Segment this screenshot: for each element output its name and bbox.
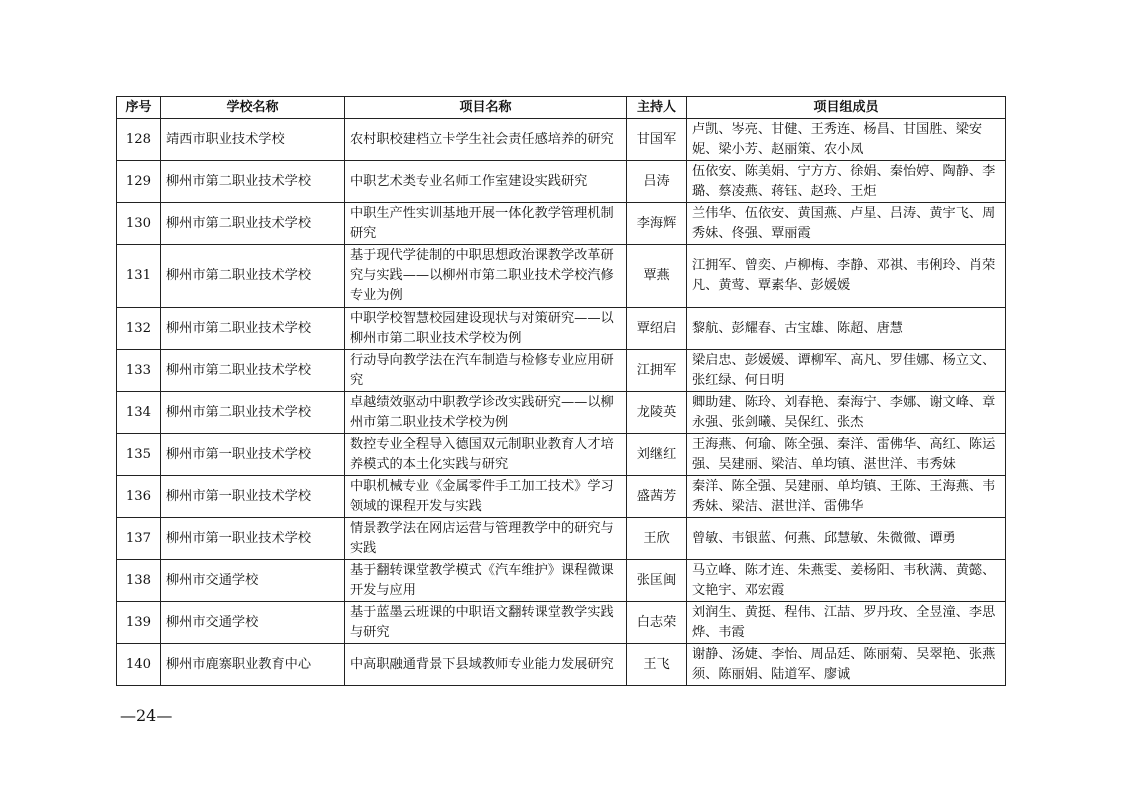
row-host: 龙陵英 <box>627 392 687 434</box>
row-school: 柳州市第二职业技术学校 <box>161 308 345 350</box>
header-members: 项目组成员 <box>687 97 1006 119</box>
row-host: 吕涛 <box>627 161 687 203</box>
row-no: 130 <box>117 203 161 245</box>
row-title: 基于现代学徒制的中职思想政治课教学改革研究与实践——以柳州市第二职业技术学校汽修专业为例 <box>345 245 627 308</box>
row-members: 刘润生、黄挺、程伟、江喆、罗丹玫、全昱潼、李思烨、韦霞 <box>687 602 1006 644</box>
row-title: 农村职校建档立卡学生社会责任感培养的研究 <box>345 119 627 161</box>
row-members: 卿助建、陈玲、刘春艳、秦海宁、李娜、谢文峰、章永强、张剑曦、吴保红、张杰 <box>687 392 1006 434</box>
header-no: 序号 <box>117 97 161 119</box>
row-host: 甘国军 <box>627 119 687 161</box>
row-host: 覃燕 <box>627 245 687 308</box>
row-members: 马立峰、陈才连、朱燕雯、姜杨阳、韦秋满、黄懿、文艳宇、邓宏霞 <box>687 560 1006 602</box>
row-members: 兰伟华、伍依安、黄国燕、卢星、吕涛、黄宇飞、周秀妹、佟强、覃丽霞 <box>687 203 1006 245</box>
row-no: 134 <box>117 392 161 434</box>
table-row <box>117 602 1006 644</box>
page-number: —24— <box>120 706 173 725</box>
table-row <box>117 392 1006 434</box>
row-members: 黎航、彭耀春、古宝雄、陈超、唐慧 <box>687 308 1006 350</box>
row-members: 王海燕、何瑜、陈全强、秦洋、雷佛华、高红、陈运强、吴建丽、梁洁、单均镇、湛世洋、韦秀妹 <box>687 434 1006 476</box>
row-host: 江拥军 <box>627 350 687 392</box>
row-school: 柳州市第一职业技术学校 <box>161 476 345 518</box>
row-host: 王欣 <box>627 518 687 560</box>
row-school: 柳州市交通学校 <box>161 602 345 644</box>
row-host: 李海辉 <box>627 203 687 245</box>
row-members: 曾敏、韦银蓝、何燕、邱慧敏、朱微微、谭勇 <box>687 518 1006 560</box>
row-title: 中职艺术类专业名师工作室建设实践研究 <box>345 161 627 203</box>
table-row <box>117 350 1006 392</box>
row-no: 128 <box>117 119 161 161</box>
row-host: 盛茜芳 <box>627 476 687 518</box>
table-row <box>117 434 1006 476</box>
row-no: 133 <box>117 350 161 392</box>
row-school: 柳州市第二职业技术学校 <box>161 161 345 203</box>
row-school: 柳州市第二职业技术学校 <box>161 203 345 245</box>
row-members: 伍依安、陈美娟、宁方方、徐娟、秦怡婷、陶静、李璐、蔡凌燕、蒋钰、赵玲、王炬 <box>687 161 1006 203</box>
row-title: 中职生产性实训基地开展一体化教学管理机制研究 <box>345 203 627 245</box>
row-members: 秦洋、陈全强、吴建丽、单均镇、王陈、王海燕、韦秀妹、梁洁、湛世洋、雷佛华 <box>687 476 1006 518</box>
row-title: 中职机械专业《金属零件手工加工技术》学习领域的课程开发与实践 <box>345 476 627 518</box>
row-host: 覃绍启 <box>627 308 687 350</box>
table-row <box>117 245 1006 308</box>
row-title: 中高职融通背景下县域教师专业能力发展研究 <box>345 644 627 686</box>
table-row <box>117 203 1006 245</box>
row-title: 中职学校智慧校园建设现状与对策研究——以柳州市第二职业技术学校为例 <box>345 308 627 350</box>
table-header-row <box>117 97 1006 119</box>
row-title: 基于翻转课堂教学模式《汽车维护》课程微课开发与应用 <box>345 560 627 602</box>
table-row <box>117 476 1006 518</box>
row-members: 梁启忠、彭媛媛、谭柳军、高凡、罗佳娜、杨立文、张红绿、何日明 <box>687 350 1006 392</box>
row-no: 140 <box>117 644 161 686</box>
row-school: 柳州市鹿寨职业教育中心 <box>161 644 345 686</box>
row-title: 数控专业全程导入德国双元制职业教育人才培养模式的本土化实践与研究 <box>345 434 627 476</box>
row-host: 张匡闽 <box>627 560 687 602</box>
table-row <box>117 560 1006 602</box>
row-school: 柳州市第二职业技术学校 <box>161 392 345 434</box>
row-members: 谢静、汤婕、李怡、周品廷、陈丽菊、吴翠艳、张燕须、陈丽娟、陆道军、廖诚 <box>687 644 1006 686</box>
header-host: 主持人 <box>627 97 687 119</box>
table-row <box>117 161 1006 203</box>
row-host: 刘继红 <box>627 434 687 476</box>
row-title: 行动导向教学法在汽车制造与检修专业应用研究 <box>345 350 627 392</box>
project-table <box>116 96 1006 686</box>
row-school: 柳州市第二职业技术学校 <box>161 350 345 392</box>
row-no: 132 <box>117 308 161 350</box>
table-row <box>117 518 1006 560</box>
row-school: 柳州市第一职业技术学校 <box>161 518 345 560</box>
row-no: 139 <box>117 602 161 644</box>
row-title: 卓越绩效驱动中职教学诊改实践研究——以柳州市第二职业技术学校为例 <box>345 392 627 434</box>
row-members: 卢凯、岑亮、甘健、王秀连、杨昌、甘国胜、梁安妮、梁小芳、赵丽策、农小凤 <box>687 119 1006 161</box>
table-row <box>117 644 1006 686</box>
row-title: 情景教学法在网店运营与管理教学中的研究与实践 <box>345 518 627 560</box>
row-school: 柳州市第一职业技术学校 <box>161 434 345 476</box>
row-host: 白志荣 <box>627 602 687 644</box>
table-row <box>117 119 1006 161</box>
row-host: 王飞 <box>627 644 687 686</box>
row-no: 137 <box>117 518 161 560</box>
row-members: 江拥军、曾奕、卢柳梅、李静、邓祺、韦俐玲、肖荣凡、黄莺、覃素华、彭媛媛 <box>687 245 1006 308</box>
row-school: 柳州市交通学校 <box>161 560 345 602</box>
table-row <box>117 308 1006 350</box>
header-school: 学校名称 <box>161 97 345 119</box>
row-no: 131 <box>117 245 161 308</box>
row-school: 靖西市职业技术学校 <box>161 119 345 161</box>
header-title: 项目名称 <box>345 97 627 119</box>
row-title: 基于蓝墨云班课的中职语文翻转课堂教学实践与研究 <box>345 602 627 644</box>
row-no: 135 <box>117 434 161 476</box>
row-no: 136 <box>117 476 161 518</box>
row-school: 柳州市第二职业技术学校 <box>161 245 345 308</box>
row-no: 138 <box>117 560 161 602</box>
row-no: 129 <box>117 161 161 203</box>
